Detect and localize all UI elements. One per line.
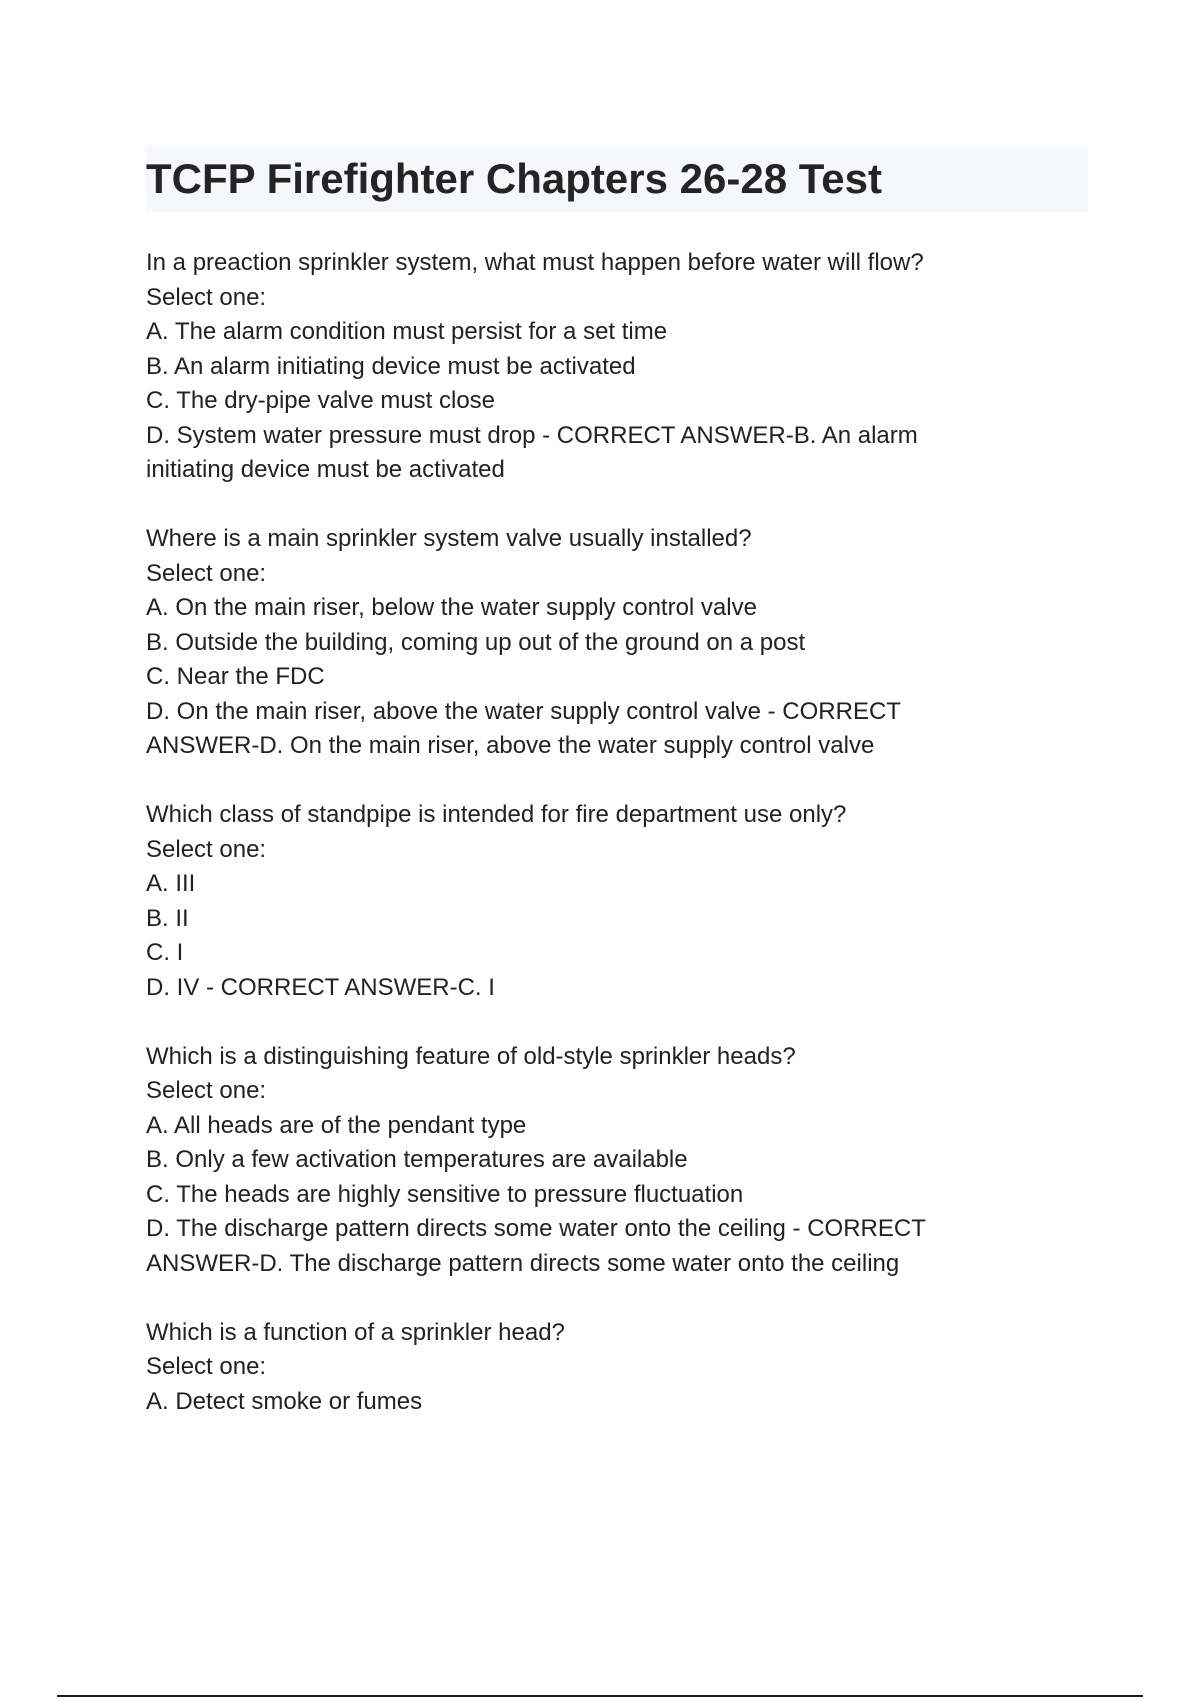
question-text: In a preaction sprinkler system, what must happen before water will flow? — [146, 249, 924, 276]
option-d-with-answer: D. System water pressure must drop - CORRECT ANSWER-B. An alarm — [146, 421, 918, 449]
question-block — [146, 798, 1026, 1005]
select-instruction: Select one: — [146, 283, 267, 311]
option-b: B. Only a few activation temperatures are available — [146, 1146, 688, 1173]
select-instruction: Select one: — [146, 1077, 267, 1104]
question-list — [146, 246, 1026, 1454]
question-block — [146, 1040, 1026, 1282]
option-c: C. Near the FDC — [146, 663, 325, 690]
option-a: A. The alarm condition must persist for a set time — [146, 318, 668, 345]
answer-continuation: initiating device must be activated — [146, 456, 505, 483]
option-b: B. II — [146, 904, 189, 932]
select-instruction: Select one: — [146, 559, 267, 587]
option-a: A. Detect smoke or fumes — [146, 1387, 423, 1415]
option-c: C. The dry-pipe valve must close — [146, 387, 496, 414]
option-d-with-answer: D. On the main riser, above the water supply control valve - CORRECT — [146, 697, 901, 725]
page-title: TCFP Firefighter Chapters 26-28 Test — [146, 155, 882, 202]
question-text: Which class of standpipe is intended for fire department use only? — [146, 801, 847, 828]
option-a: A. All heads are of the pendant type — [146, 1111, 527, 1139]
footer-divider — [57, 1695, 1143, 1697]
option-b: B. An alarm initiating device must be activated — [146, 352, 636, 380]
question-block — [146, 246, 1026, 488]
question-text: Where is a main sprinkler system valve usually installed? — [146, 525, 752, 552]
answer-continuation: ANSWER-D. On the main riser, above the water supply control valve — [146, 732, 875, 759]
select-instruction: Select one: — [146, 1353, 267, 1380]
option-a: A. III — [146, 870, 196, 897]
option-b: B. Outside the building, coming up out of the ground on a post — [146, 628, 806, 656]
option-c: C. The heads are highly sensitive to pressure fluctuation — [146, 1180, 744, 1208]
select-instruction: Select one: — [146, 835, 267, 863]
option-d-with-answer: D. The discharge pattern directs some water onto the ceiling - CORRECT — [146, 1215, 926, 1242]
option-a: A. On the main riser, below the water supply control valve — [146, 594, 757, 621]
option-c: C. I — [146, 939, 184, 966]
answer-continuation: ANSWER-D. The discharge pattern directs some water onto the ceiling — [146, 1249, 900, 1277]
option-d-with-answer: D. IV - CORRECT ANSWER-C. I — [146, 973, 495, 1001]
question-text: Which is a function of a sprinkler head? — [146, 1318, 565, 1346]
question-block — [146, 522, 1026, 764]
question-block — [146, 1316, 1026, 1420]
title-banner — [146, 146, 1088, 212]
question-text: Which is a distinguishing feature of old-style sprinkler heads? — [146, 1042, 796, 1070]
